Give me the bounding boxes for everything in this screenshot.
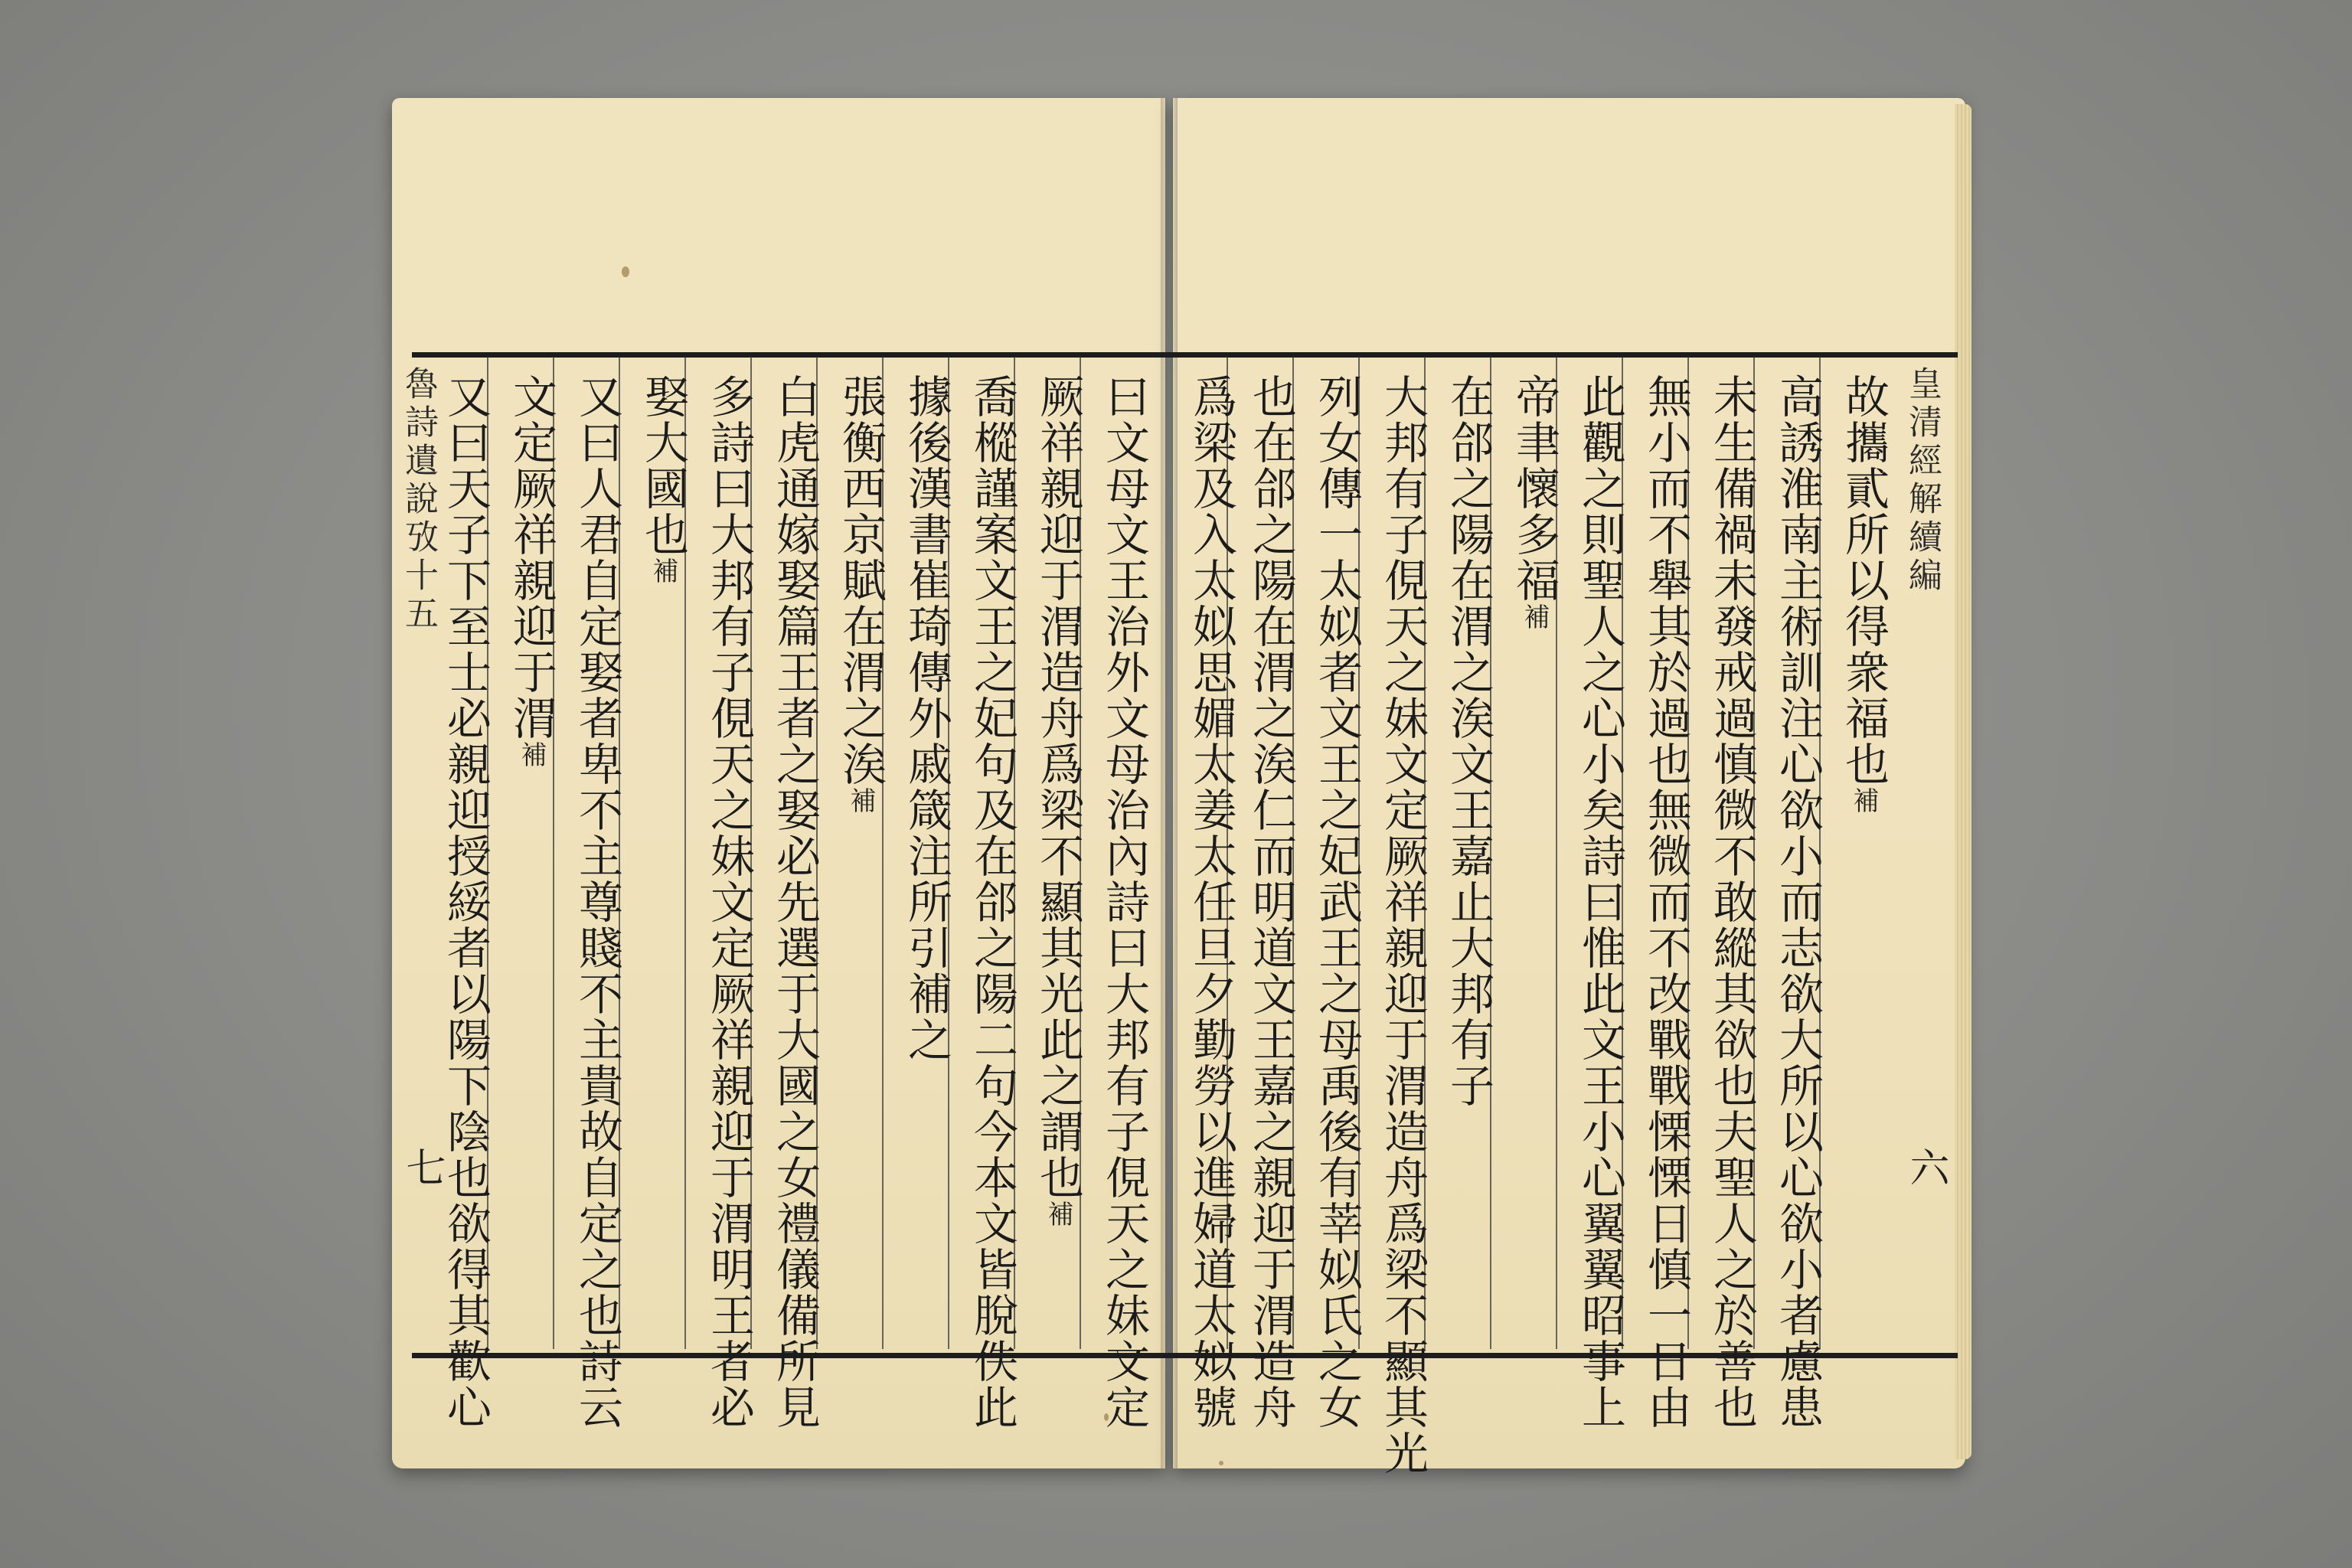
right-column-10 (1240, 374, 1302, 1430)
annotation-mark: 補 (516, 741, 547, 767)
right-column-9 (1306, 374, 1367, 1430)
column-text: 文定厥祥親迎于渭 (505, 374, 557, 741)
column-text: 張衡西京賦在渭之涘 (835, 374, 887, 787)
column-text: 帝聿懷多福 (1508, 374, 1560, 603)
column-text: 在郃之陽在渭之涘文王嘉止大邦有子 (1442, 374, 1494, 1109)
right-column-5 (1570, 374, 1631, 1430)
right-column-1 (1833, 374, 1894, 1331)
right-column-4 (1635, 374, 1697, 1430)
column-text: 白虎通嫁娶篇王者之娶必先選于大國之女禮儀備所見 (769, 374, 821, 1430)
column-text: 娶大國也 (637, 374, 689, 557)
annotation-mark: 補 (1848, 787, 1879, 813)
column-text: 據後漢書崔琦傳外戚箴注所引補之 (900, 374, 952, 1063)
left-column-5 (830, 374, 891, 1331)
left-column-1 (1093, 374, 1155, 1430)
column-text: 又曰天子下至士必親迎授綏者以陽下陰也欲得其歡心 (439, 374, 492, 1430)
right-margin-title: 皇清經解續編 (1903, 366, 1942, 596)
column-text: 多詩曰大邦有子俔天之妹文定厥祥親迎于渭明王者必 (703, 374, 755, 1430)
column-text: 喬樅謹案文王之妃句及在郃之陽二句今本文皆脫佚此 (966, 374, 1018, 1430)
left-folio-number: 七 (399, 1147, 445, 1187)
right-column-6 (1504, 374, 1565, 1331)
annotation-mark: 補 (845, 787, 876, 813)
column-text: 曰文母文王治外文母治內詩曰大邦有子俔天之妹文定 (1098, 374, 1150, 1430)
column-text: 無小而不舉其於過也無微而不改戰戰慄慄日慎一日由 (1640, 374, 1692, 1430)
right-column-11 (1181, 374, 1242, 1430)
annotation-mark: 補 (648, 557, 678, 583)
ink-stain (622, 266, 629, 277)
column-text: 高誘淮南主術訓注心欲小而志欲大所以心欲小者慮患 (1772, 374, 1824, 1430)
ink-stain (1219, 1461, 1223, 1465)
left-column-8 (632, 374, 694, 1331)
right-column-2 (1767, 374, 1828, 1430)
left-column-4 (896, 374, 957, 1331)
right-column-8 (1372, 374, 1433, 1476)
column-text: 又曰人君自定娶者卑不主尊賤不主貴故自定之也詩云 (571, 374, 623, 1430)
left-column-6 (764, 374, 825, 1430)
left-column-3 (962, 374, 1023, 1430)
left-column-7 (698, 374, 760, 1430)
column-text: 列女傳一太姒者文王之妃武王之母禹後有莘姒氏之女 (1311, 374, 1363, 1430)
right-folio-number: 六 (1903, 1147, 1949, 1187)
left-column-9 (567, 374, 628, 1430)
left-column-2 (1027, 374, 1089, 1331)
left-column-10 (501, 374, 562, 1331)
right-column-3 (1701, 374, 1762, 1430)
column-text: 此觀之則聖人之心小矣詩曰惟此文王小心翼翼昭事上 (1574, 374, 1626, 1430)
column-text: 也在郃之陽在渭之涘仁而明道文王嘉之親迎于渭造舟 (1245, 374, 1297, 1430)
left-column-11 (435, 374, 496, 1430)
column-text: 故攜貳所以得衆福也 (1838, 374, 1890, 787)
left-margin-title: 魯詩遺說攷十五 (399, 366, 438, 634)
column-text: 厥祥親迎于渭造舟爲梁不顯其光此之謂也 (1032, 374, 1084, 1200)
column-text: 大邦有子俔天之妹文定厥祥親迎于渭造舟爲梁不顯其光 (1377, 374, 1429, 1476)
annotation-mark: 補 (1043, 1200, 1073, 1227)
right-column-7 (1438, 374, 1499, 1331)
column-text: 爲梁及入太姒思媚太姜太任旦夕勤勞以進婦道太姒號 (1185, 374, 1237, 1430)
annotation-mark: 補 (1519, 603, 1550, 629)
open-book (392, 98, 1977, 1476)
column-text: 未生備禍未發戒過慎微不敢縱其欲也夫聖人之於善也 (1706, 374, 1758, 1430)
